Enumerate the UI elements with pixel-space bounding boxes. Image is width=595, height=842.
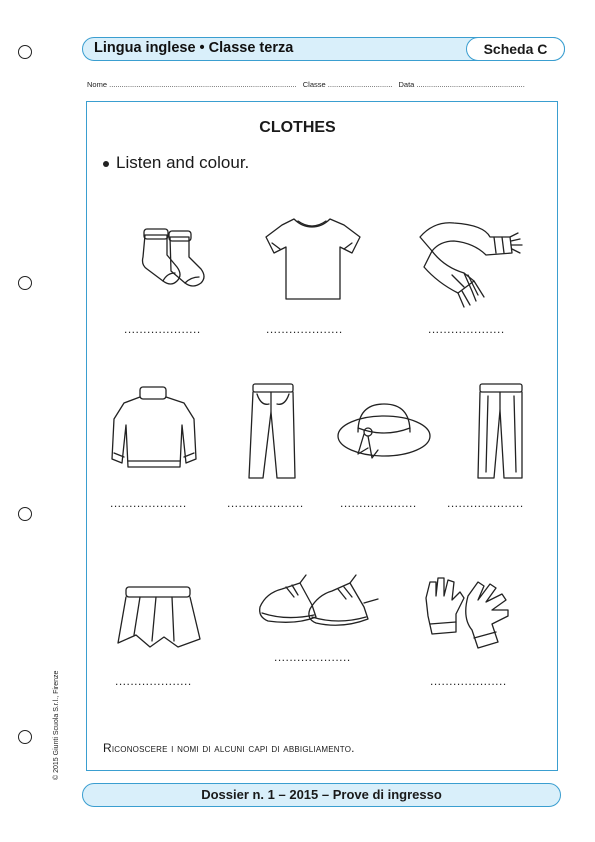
binder-hole (18, 507, 32, 521)
instruction-text: Listen and colour. (116, 153, 250, 172)
subject-title: Lingua inglese • Classe terza (94, 40, 294, 56)
hat-icon (336, 398, 432, 474)
answer-blank[interactable]: .................... (428, 322, 505, 336)
binder-hole (18, 276, 32, 290)
t-shirt-icon (264, 213, 360, 303)
answer-blank[interactable]: .................... (110, 496, 187, 510)
class-blank[interactable]: ............................... (327, 80, 393, 89)
footer-bar: Dossier n. 1 – 2015 – Prove di ingresso (82, 783, 561, 807)
skirt-icon (116, 585, 202, 651)
class-label: Classe (302, 80, 326, 89)
sheet-label: Scheda C (466, 37, 565, 61)
trainers-icon (256, 573, 384, 633)
answer-blank[interactable]: .................... (124, 322, 201, 336)
date-blank[interactable]: .................................................... (416, 80, 525, 89)
answer-blank[interactable]: .................... (115, 674, 192, 688)
page-title: CLOTHES (259, 119, 336, 136)
answer-blank[interactable]: .................... (266, 322, 343, 336)
scarf-icon (414, 215, 526, 310)
instruction (103, 153, 249, 173)
bullet-icon (103, 161, 109, 167)
learning-objective: Riconoscere i nomi di alcuni capi di abbigliamento. (103, 741, 355, 755)
binder-hole (18, 730, 32, 744)
answer-blank[interactable]: .................... (227, 496, 304, 510)
socks-icon (135, 225, 210, 295)
copyright-note: © 2015 Giunti Scuola S.r.l., Firenze (53, 670, 60, 780)
answer-blank[interactable]: .................... (340, 496, 417, 510)
trousers-icon (474, 382, 528, 480)
jeans-icon (243, 382, 303, 480)
name-blank[interactable]: .......................................................................................... (109, 80, 297, 89)
jumper-icon (108, 385, 200, 475)
date-label: Data (398, 80, 415, 89)
answer-blank[interactable]: .................... (274, 650, 351, 664)
answer-blank[interactable]: .................... (430, 674, 507, 688)
student-fields (87, 80, 525, 89)
answer-blank[interactable]: .................... (447, 496, 524, 510)
name-label: Nome (87, 80, 108, 89)
gloves-icon (418, 572, 534, 662)
binder-hole (18, 45, 32, 59)
